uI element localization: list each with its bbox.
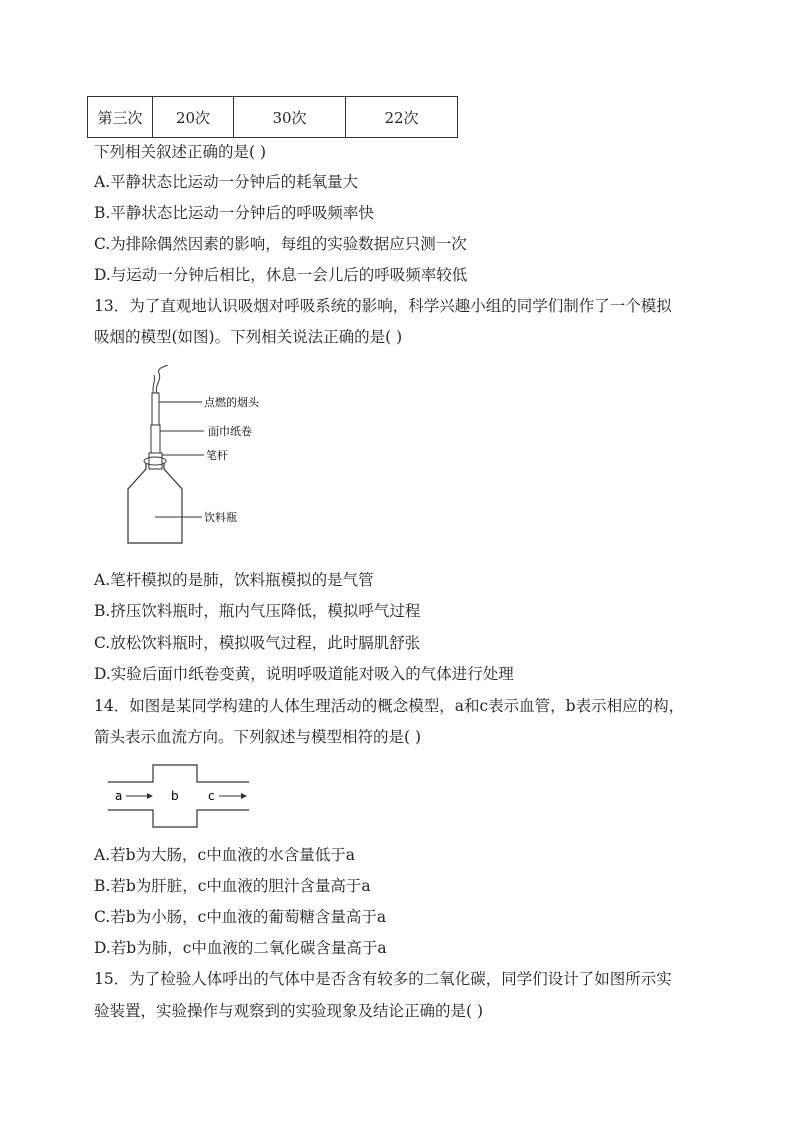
q12-option-b: B.平静状态比运动一分钟后的呼吸频率快 <box>94 204 374 222</box>
bottle-shape <box>128 463 182 543</box>
arrow-right-icon <box>147 793 153 799</box>
table-cell: 第三次 <box>88 97 153 138</box>
smoke-icon <box>153 365 168 395</box>
q12-option-c: C.为排除偶然因素的影响，每组的实验数据应只测一次 <box>94 235 467 253</box>
arrow-right-icon <box>241 793 247 799</box>
label-bottle: 饮料瓶 <box>204 511 237 524</box>
tissue-roll-shape <box>151 425 160 455</box>
label-tissue-roll: 面巾纸卷 <box>208 425 252 438</box>
q13-option-c: C.放松饮料瓶时，模拟吸气过程，此时膈肌舒张 <box>94 634 421 652</box>
q14-option-a: A.若b为大肠，c中血液的水含量低于a <box>94 846 355 864</box>
label-c: c <box>208 789 215 803</box>
table-cell: 30次 <box>234 97 346 138</box>
label-b: b <box>171 789 179 803</box>
cigarette-shape <box>152 393 159 427</box>
table-row <box>88 97 458 138</box>
q14-stem-line2: 箭头表示血流方向。下列叙述与模型相符的是( ) <box>94 728 422 746</box>
q13-option-d: D.实验后面巾纸卷变黄，说明呼吸道能对吸入的气体进行处理 <box>94 665 514 683</box>
q12-stem: 下列相关叙述正确的是( ) <box>94 143 267 161</box>
q13-stem-line1: 13．为了直观地认识吸烟对呼吸系统的影响，科学兴趣小组的同学们制作了一个模拟 <box>94 297 672 315</box>
label-pen-shaft: 笔杆 <box>206 449 228 462</box>
label-a: a <box>115 789 123 803</box>
q14-option-d: D.若b为肺，c中血液的二氧化碳含量高于a <box>94 939 387 957</box>
q12-option-d: D.与运动一分钟后相比，休息一会儿后的呼吸频率较低 <box>94 266 468 284</box>
smoking-model-figure <box>110 365 310 550</box>
q15-stem-line1: 15．为了检验人体呼出的气体中是否含有较多的二氧化碳，同学们设计了如图所示实 <box>94 970 672 988</box>
table-cell: 20次 <box>153 97 234 138</box>
blood-flow-model-figure <box>105 762 255 832</box>
q13-stem-line2: 吸烟的模型(如图)。下列相关说法正确的是( ) <box>94 328 403 346</box>
q15-stem-line2: 验装置，实验操作与观察到的实验现象及结论正确的是( ) <box>94 1002 484 1020</box>
pen-shaft-shape <box>149 453 162 469</box>
data-table <box>87 96 458 138</box>
label-cigarette: 点燃的烟头 <box>204 396 259 409</box>
q14-option-c: C.若b为小肠，c中血液的葡萄糖含量高于a <box>94 908 387 926</box>
q13-option-a: A.笔杆模拟的是肺，饮料瓶模拟的是气管 <box>94 571 374 589</box>
table-cell: 22次 <box>346 97 458 138</box>
q14-option-b: B.若b为肝脏，c中血液的胆汁含量高于a <box>94 877 371 895</box>
q14-stem-line1: 14．如图是某同学构建的人体生理活动的概念模型，a和c表示血管，b表示相应的构， <box>94 697 685 715</box>
q12-option-a: A.平静状态比运动一分钟后的耗氧量大 <box>94 173 359 191</box>
q13-option-b: B.挤压饮料瓶时，瓶内气压降低，模拟呼气过程 <box>94 602 421 620</box>
